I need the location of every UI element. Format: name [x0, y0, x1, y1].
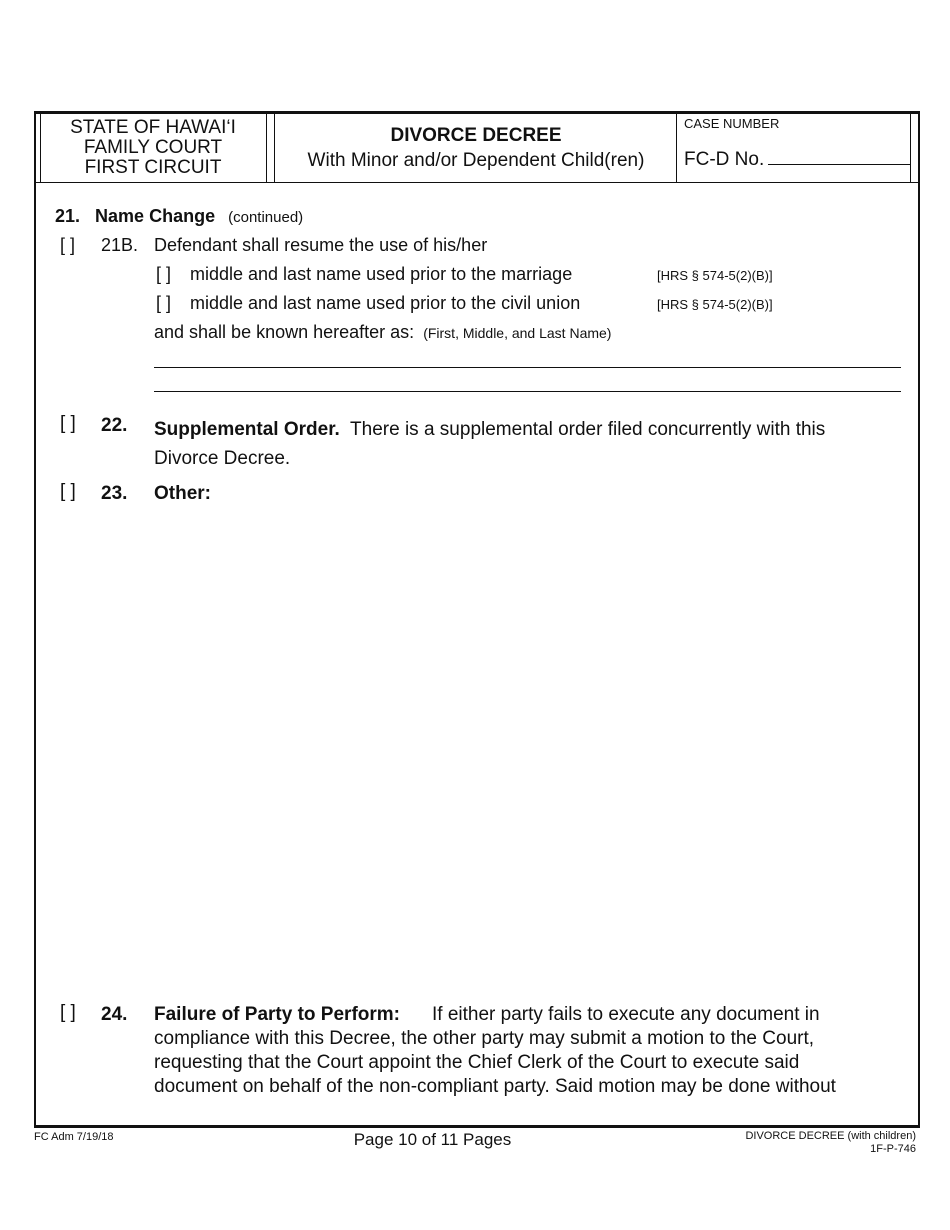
option-civil-union-checkbox[interactable]: [ ]	[156, 293, 172, 313]
known-as-text: and shall be known hereafter as:	[154, 322, 415, 342]
footer-form-number: 1F-P-746	[870, 1143, 916, 1155]
option-marriage-checkbox[interactable]: [ ]	[156, 264, 172, 284]
case-number-label: CASE NUMBER	[684, 116, 780, 131]
section-21-heading	[55, 206, 303, 227]
section-24-title: Failure of Party to Perform:	[154, 1004, 400, 1025]
document-title-block	[276, 124, 676, 174]
footer-form-date: FC Adm 7/19/18	[34, 1131, 114, 1143]
header-right-rule	[910, 111, 911, 182]
new-name-line-2[interactable]	[154, 391, 901, 392]
section-24-line-3: requesting that the Court appoint the Chief Clerk of the Court to execute said	[154, 1052, 800, 1073]
header-col-divider-2	[274, 111, 275, 182]
section-23-number: 23.	[101, 483, 128, 504]
section-24-number: 24.	[101, 1004, 128, 1025]
court-line-state: STATE OF HAWAI‘I	[70, 117, 236, 138]
section-24-line-1: If either party fails to execute any document in	[432, 1004, 820, 1025]
section-23-other-area[interactable]	[154, 512, 894, 992]
section-22-text: There is a supplemental order filed concurrently with this	[350, 419, 826, 440]
section-23-title: Other:	[154, 483, 211, 504]
section-24-line-4: document on behalf of the non-compliant party. Said motion may be done without	[154, 1076, 836, 1097]
footer-form-title: DIVORCE DECREE (with children)	[745, 1130, 916, 1142]
case-number-field[interactable]	[684, 148, 910, 171]
document-title: DIVORCE DECREE	[390, 125, 562, 146]
item-21b-label: 21B.	[101, 235, 139, 255]
known-as-hint: (First, Middle, and Last Name)	[423, 325, 612, 341]
section-24-body	[154, 1003, 894, 1099]
item-21b-checkbox[interactable]: [ ]	[60, 235, 76, 255]
new-name-line-1[interactable]	[154, 367, 901, 368]
court-name	[40, 118, 266, 178]
section-22-body	[154, 415, 894, 473]
section-24-line-2: compliance with this Decree, the other party may submit a motion to the Court,	[154, 1028, 815, 1049]
section-24-checkbox[interactable]: [ ]	[60, 1002, 76, 1023]
section-23-checkbox[interactable]: [ ]	[60, 481, 76, 502]
court-line-family: FAMILY COURT	[83, 137, 223, 158]
footer-page-number: Page 10 of 11 Pages	[353, 1130, 512, 1149]
known-as-line	[154, 322, 611, 343]
option-civil-union-text: middle and last name used prior to the civil union	[190, 293, 581, 313]
header-col-divider-3	[676, 111, 677, 182]
document-subtitle: With Minor and/or Dependent Child(ren)	[307, 150, 645, 171]
section-21-number: 21.	[55, 206, 81, 226]
section-22-title: Supplemental Order.	[154, 419, 340, 440]
header-divider	[34, 182, 920, 183]
case-number-prefix: FC-D No.	[684, 149, 765, 170]
court-line-circuit: FIRST CIRCUIT	[84, 157, 222, 178]
section-21-title: Name Change	[95, 206, 216, 226]
option-marriage-citation: [HRS § 574-5(2)(B)]	[657, 268, 773, 283]
item-21b-text: Defendant shall resume the use of his/her	[154, 235, 488, 255]
section-22-number: 22.	[101, 415, 128, 436]
case-number-blank[interactable]	[768, 148, 910, 165]
footer-form-id	[745, 1130, 916, 1156]
option-civil-union-citation: [HRS § 574-5(2)(B)]	[657, 297, 773, 312]
header-col-divider-1	[266, 111, 267, 182]
option-marriage-text: middle and last name used prior to the marriage	[190, 264, 573, 284]
section-21-continued: (continued)	[228, 209, 304, 226]
section-22-text-2: Divorce Decree.	[154, 448, 291, 469]
section-22-checkbox[interactable]: [ ]	[60, 413, 76, 434]
